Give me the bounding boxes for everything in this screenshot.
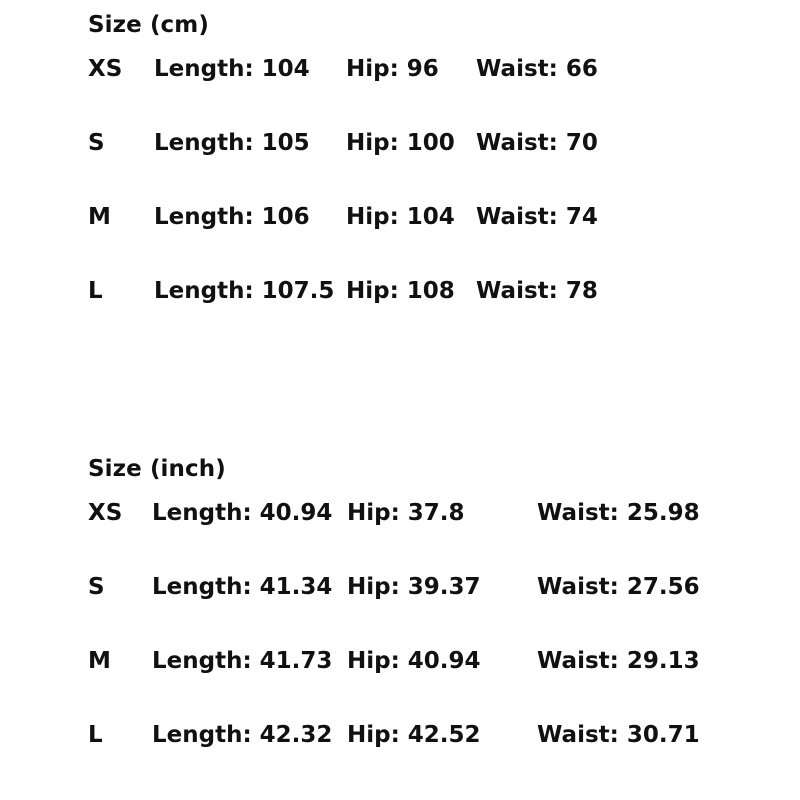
row-length-value: Length: 105 [154, 130, 310, 156]
row-waist-value: Waist: 29.13 [537, 648, 700, 674]
row-waist-value: Waist: 78 [476, 278, 598, 304]
table-row [88, 648, 717, 722]
row-waist-value: Waist: 25.98 [537, 500, 700, 526]
table-row [88, 56, 636, 130]
table-row [88, 278, 636, 352]
table-row [88, 500, 717, 574]
size-table-inch-title: Size (inch) [88, 456, 226, 482]
row-size-label: M [88, 204, 111, 230]
row-size-label: S [88, 130, 105, 156]
row-hip-value: Hip: 100 [346, 130, 455, 156]
row-size-label: XS [88, 56, 123, 82]
row-hip-value: Hip: 96 [346, 56, 439, 82]
table-row [88, 204, 636, 278]
table-row [88, 130, 636, 204]
row-length-value: Length: 107.5 [154, 278, 335, 304]
row-length-value: Length: 42.32 [152, 722, 333, 748]
row-waist-value: Waist: 74 [476, 204, 598, 230]
table-row [88, 722, 717, 796]
size-table-cm [88, 8, 636, 352]
row-hip-value: Hip: 104 [346, 204, 455, 230]
size-table-inch [88, 452, 717, 796]
size-table-cm-title: Size (cm) [88, 12, 209, 38]
row-length-value: Length: 106 [154, 204, 310, 230]
row-size-label: L [88, 722, 103, 748]
row-waist-value: Waist: 27.56 [537, 574, 700, 600]
row-length-value: Length: 41.34 [152, 574, 333, 600]
row-waist-value: Waist: 70 [476, 130, 598, 156]
row-waist-value: Waist: 66 [476, 56, 598, 82]
row-hip-value: Hip: 37.8 [347, 500, 465, 526]
row-length-value: Length: 41.73 [152, 648, 333, 674]
row-hip-value: Hip: 108 [346, 278, 455, 304]
table-row [88, 574, 717, 648]
row-hip-value: Hip: 40.94 [347, 648, 481, 674]
row-length-value: Length: 104 [154, 56, 310, 82]
row-size-label: S [88, 574, 105, 600]
row-size-label: L [88, 278, 103, 304]
row-length-value: Length: 40.94 [152, 500, 333, 526]
row-waist-value: Waist: 30.71 [537, 722, 700, 748]
row-size-label: XS [88, 500, 123, 526]
row-size-label: M [88, 648, 111, 674]
row-hip-value: Hip: 42.52 [347, 722, 481, 748]
row-hip-value: Hip: 39.37 [347, 574, 481, 600]
